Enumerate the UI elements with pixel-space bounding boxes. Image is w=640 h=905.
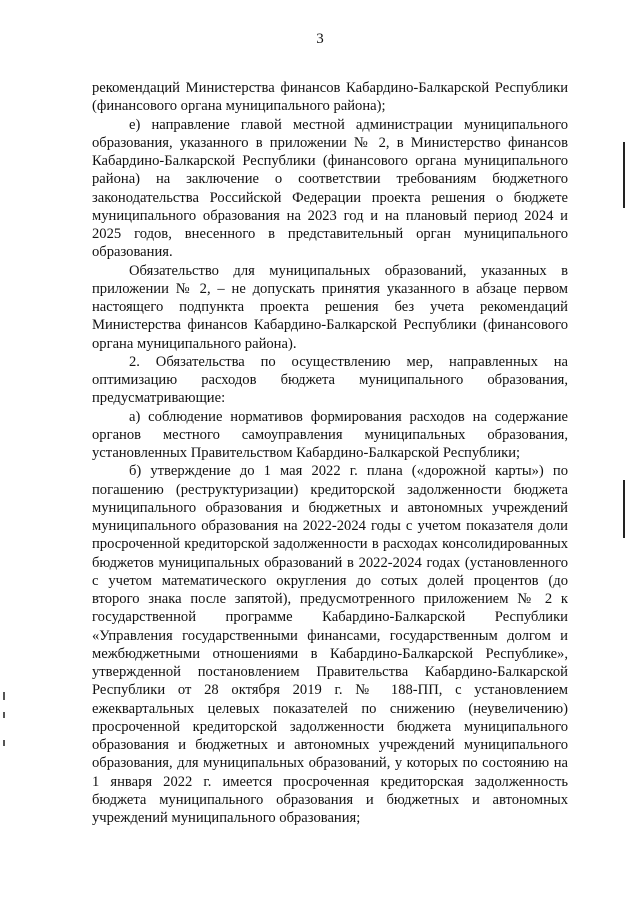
paragraph-continuation: рекомендаций Министерства финансов Кабардино-Балкарской Республики (финансового органа муниципального района); [92,80,568,115]
paragraph-item-b: б) утверждение до 1 мая 2022 г. плана («дорожной карты») по погашению (реструктуризации) кредиторской задолженности бюджета муниципального образования и бюджетных и автономных учреждений муниципального образования на 2022-2024 годы с учетом показателя доли просроченной кредиторской задолженности в расходах консолидированных бюджетов муниципальных образований в 2022-2024 годах (установленного с учетом математического округления до сотых долей процентов (до второго знака после запятой), предусмотренного приложением № 2 к государственной программе Кабардино-Балкарской Республики «Управления государственными финансами, государственным долгом и межбюджетными отношениями в Кабардино-Балкарской Республике», утвержденной постановлением Правительства Кабардино-Балкарской Республики от 28 октября 2019 г. № 188-ПП, с установлением ежеквартальных целевых показателей по снижению (неувеличению) просроченной кредиторской задолженности бюджета муниципального образования и бюджетных и автономных учреждений муниципального образования, для муниципальных образований, у которых по состоянию на 1 января 2022 г. имеется просроченная кредиторская задолженность бюджета муниципального образования и бюджетных и автономных учреждений муниципального образования; [92,463,568,826]
paragraph-section-2: 2. Обязательства по осуществлению мер, направленных на оптимизацию расходов бюджета муниципального образования, предусматривающие: [92,353,568,407]
margin-scan-speck [3,692,5,700]
paragraph-item-a: а) соблюдение нормативов формирования расходов на содержание органов местного самоуправления муниципальных образования, установленных Правительством Кабардино-Балкарской Республики; [92,408,568,461]
margin-scan-mark [623,142,625,208]
document-body [92,79,568,827]
margin-scan-speck [3,740,5,746]
page-number: 3 [316,31,324,47]
margin-scan-speck [3,712,5,718]
margin-scan-mark [623,480,625,538]
paragraph-item-e: е) направление главой местной администрации муниципального образования, указанного в приложении № 2, в Министерство финансов Кабардино-Балкарской Республики (финансового органа муниципального района) на заключение о соответствии требованиям бюджетного законодательства Российской Федерации проекта решения о бюджете муниципального образования на 2023 год и на плановый период 2024 и 2025 годов, внесенного в представительный орган муниципального образования. [92,116,568,261]
paragraph-obligation: Обязательство для муниципальных образований, указанных в приложении № 2, – не допускать принятия указанного в абзаце первом настоящего подпункта проекта решения без учета рекомендаций Министерства финансов Кабардино-Балкарской Республики (финансового органа муниципального района). [92,262,568,352]
